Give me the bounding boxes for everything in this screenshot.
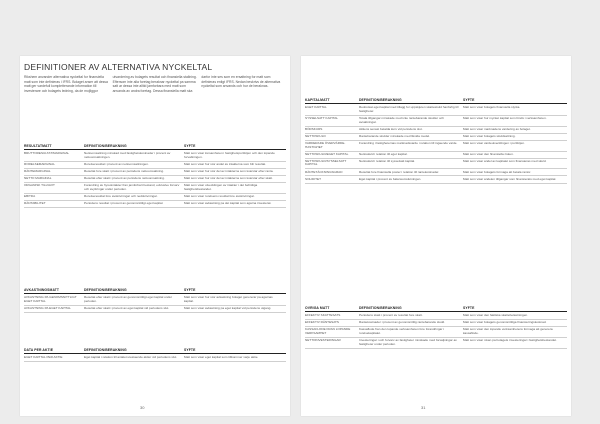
column-header: SYFTE: [463, 306, 475, 310]
measure-purpose: Matt som visar nivan pa bolagets investeringar i fastighetsbestandet.: [463, 338, 557, 343]
measure-name: SOLIDITET: [305, 176, 321, 181]
measure-definition: Eget kapital i relation till antalet utestaende aktier vid periodens slut.: [84, 355, 178, 360]
measure-purpose: Matt som visar bolagets genomsnittliga finansieringskostnad.: [463, 320, 547, 325]
measure-purpose: Matt som visar avkastning pa eget kapital vid periodens utgang.: [184, 305, 272, 310]
measure-name: RORELSEMARGINAL: [24, 161, 55, 166]
measure-name: BÖRSKURS: [305, 126, 323, 131]
table-row: [24, 201, 286, 208]
measure-purpose: Matt som visar utvecklingen av intakter i det befintliga fastighetsbestandet.: [184, 183, 258, 191]
other-measures-table: [305, 306, 567, 349]
measure-definition: Rorelseresultat i procent av nettoomsattningen.: [84, 161, 149, 166]
measure-definition: Kassaflode fran den lopande verksamheten fore forandringar i rorelsekapitalet.: [359, 327, 444, 336]
measure-name: NETTOINVESTERINGAR: [305, 338, 341, 343]
measure-definition: Resultat fore skatt i procent av periodens nettoomsattning.: [84, 169, 164, 174]
measure-definition: Rantekostnader i procent av genomsnittlig rantebarande skuld.: [359, 320, 445, 325]
measure-definition: Resultat efter skatt i procent av genomsnittligt eget kapital under perioden.: [84, 295, 173, 303]
capital-measures-table: [305, 98, 567, 184]
table-row: [24, 169, 286, 176]
measure-definition: Forandring i fastigheternas marknadsvarde i relation till ingaende varde.: [359, 140, 458, 145]
measure-purpose: Matt som visar andelen tillgangar som finansierats med eget kapital.: [463, 176, 557, 181]
measure-definition: Nettoskuld i relation till sysselsatt kapital.: [359, 158, 416, 163]
table-row: [24, 176, 286, 183]
column-header: AVKASTNINGSMATT: [24, 288, 60, 292]
measure-purpose: Matt som visar bolagets skuldsattning.: [463, 133, 516, 138]
measure-purpose: Matt som visar vardeutvecklingen i portfoljen.: [463, 140, 525, 145]
measure-name: EFFEKTIV RÄNTESATS: [305, 320, 339, 325]
measure-name: NETTO MARGINAL: [24, 176, 52, 181]
measure-definition: Periodens resultat i procent av genomsnittligt eget kapital.: [84, 201, 164, 206]
return-measures-table: [24, 288, 286, 313]
measure-purpose: Matt som visar den lopande verksamhetens formaga att generera kassaflode.: [463, 327, 553, 336]
column-header: SYFTE: [184, 144, 196, 148]
table-header: [24, 144, 286, 150]
measure-name: VARDERADE ÖVERVÄRDE-HASTIGHET: [305, 140, 346, 149]
results-measures-table: [24, 144, 286, 208]
measure-definition: Nettoomsattning minskad med fastighetskostnader i procent av nettoomsattningen.: [84, 151, 171, 159]
column-header: DEFINITION/BERAKNING: [84, 288, 127, 292]
table-row: [305, 141, 567, 152]
measure-purpose: Matt som visar lonsamheten i fastighetsportfoljen och den lopande forvaltningen.: [184, 151, 275, 159]
measure-definition: Rantebarande skulder minskade med likvida medel.: [359, 133, 431, 138]
measure-purpose: Matt som visar hur mycket kapital som binds i verksamheten.: [463, 115, 547, 120]
table-row: [305, 176, 567, 183]
measure-name: NETTOSKULD/EGET KAPITAL: [305, 151, 349, 156]
table-header: [305, 98, 567, 104]
table-header: [24, 348, 286, 354]
measure-definition: Rorelseresultat fore avskrivningar och nedskrivningar.: [84, 193, 158, 198]
left-page: [20, 56, 290, 416]
table-row: [305, 327, 567, 338]
measure-name: NETTOSKULD/SYSSELSATT KAPITAL: [305, 158, 347, 167]
table-row: [305, 127, 567, 134]
measure-definition: Resultat fore finansiella poster i relation till rantekostnader.: [359, 169, 440, 174]
table-row: [305, 338, 567, 349]
right-page: [301, 56, 571, 416]
measure-definition: Resultat efter skatt i procent av periodens nettoomsattning.: [84, 176, 165, 181]
measure-purpose: Matt som visar hur stor avkastning bolaget genererar pa agarnas kapital.: [184, 295, 273, 303]
table-row: [305, 320, 567, 327]
column-header: OVRIGA MATT: [305, 306, 330, 310]
measure-name: EGET KAPITAL PER AKTIE: [24, 355, 63, 360]
measure-definition: Forandring av hyresintakter fran jamforbart bestand, exklusive forvarv och avyttringar under perioden.: [84, 183, 180, 191]
table-row: [24, 306, 286, 313]
measure-name: SYSSELSATT KAPITAL: [305, 115, 339, 120]
measure-name: AVKASTNING PA EGET KAPITAL: [24, 305, 71, 310]
measure-definition: Nettoskuld i relation till eget kapital.: [359, 151, 408, 156]
measure-name: AVKASTNING PA GENOMSNITTLIGT EGET KAPITAL: [24, 295, 77, 303]
table-header: [24, 288, 286, 294]
table-row: [305, 134, 567, 141]
page-title: DEFINITIONER AV ALTERNATIVA NYCKELTAL: [24, 62, 213, 72]
measure-name: RÄNTEMARGINAL: [24, 169, 51, 174]
measure-name: BRUTTORESULTAT/MARGINAL: [24, 151, 70, 156]
table-row: [305, 159, 567, 170]
measure-purpose: Matt som visar avkastning pa det kapital som agarna investerat.: [184, 201, 272, 206]
measure-purpose: Matt som visar bolagets finansiella styrka.: [463, 105, 521, 110]
measure-purpose: Matt som visar andel av kapitalet som finansieras med skuld.: [463, 158, 547, 163]
measure-definition: Totala tillgangar minskade med icke rantebarande skulder och avsattningar.: [359, 115, 444, 124]
table-row: [305, 116, 567, 127]
column-header: SYFTE: [184, 348, 196, 352]
table-row: [305, 152, 567, 159]
measure-purpose: Matt som visar bolagets formaga att betala rantor.: [463, 169, 532, 174]
column-header: DEFINITION/BERAKNING: [359, 306, 402, 310]
table-row: [24, 194, 286, 201]
table-row: [305, 169, 567, 176]
measure-purpose: Matt som visar eget kapital som tillkommer varje aktie.: [184, 355, 259, 360]
column-header: DEFINITION/BERAKNING: [359, 98, 402, 102]
column-header: DATA PER AKTIE: [24, 348, 54, 352]
table-row: [24, 162, 286, 169]
measure-definition: Eget kapital i procent av balansomslutningen.: [359, 176, 422, 181]
column-header: SYFTE: [184, 288, 196, 292]
measure-name: RÄNTABILITET: [24, 201, 46, 206]
measure-definition: Investeringar i och forvarv av fastigheter minskade med forsaljningar av fastigheter under perioden.: [359, 338, 457, 346]
table-row: [24, 151, 286, 162]
measure-name: ORGANISK TILLVAXT: [24, 183, 55, 188]
measure-purpose: Matt som visar den finansiella risken.: [463, 151, 514, 156]
page-number: 31: [421, 405, 426, 410]
column-header: SYFTE: [463, 98, 475, 102]
column-header: RESULTATMATT: [24, 144, 52, 148]
measure-name: EGET KAPITAL: [305, 105, 327, 110]
measure-name: RÄNTETÄCKNINGSGRAD: [305, 169, 343, 174]
table-row: [24, 355, 286, 362]
measure-definition: Aktiens senast betalda kurs vid periodens slut.: [359, 126, 423, 131]
per-share-data-table: [24, 348, 286, 362]
measure-definition: Resultat efter skatt i procent av eget kapital vid periodens slut.: [84, 305, 170, 310]
measure-purpose: Matt som visar hur stor del av intakterna som kvarstar efter ranta.: [184, 169, 274, 174]
measure-name: EBITDA: [24, 193, 36, 198]
column-header: DEFINITION/BERAKNING: [84, 348, 127, 352]
measure-definition: Periodens skatt i procent av resultat fore skatt.: [359, 313, 423, 318]
measure-purpose: Matt som visar hur stor andel av intakterna som blir resultat.: [184, 161, 267, 166]
measure-purpose: Matt som visar hur stor del av intakterna som kvarstar efter skatt.: [184, 176, 273, 181]
page-number: 30: [140, 405, 145, 410]
table-header: [305, 306, 567, 312]
measure-name: NETTOSKULD: [305, 133, 326, 138]
table-row: [305, 105, 567, 116]
table-row: [24, 183, 286, 194]
measure-name: EFFEKTIV SKATTESATS: [305, 313, 341, 318]
table-row: [24, 295, 286, 306]
table-row: [305, 313, 567, 320]
measure-purpose: Matt som visar marknadens vardering av bolaget.: [463, 126, 531, 131]
measure-purpose: Matt som visar den faktiska skattebelastningen.: [463, 313, 529, 318]
measure-name: KASSAFLODE FRAN LOPANDE VERKSAMHET: [305, 327, 351, 336]
intro-text: Rikshem anvander alternativa nyckeltal for finansiella matt som inte definieras i IFRS. Bolaget anser att dessa matt ger vardefull kompletterande information till investerare och bolagets ledning, da de mojliggor utvardering av bolagets resultat och finansiella stallning. Eftersom inte alla foretag beraknar nyckeltal pa samma satt ar dessa inte alltid jamforbara med matt som anvands av andra foretag. Dessa finansiella matt ska darfor inte ses som en ersattning for matt som definieras enligt IFRS. Nedan beskrivs de alternativa nyckeltal som anvands och hur de beraknas.: [24, 75, 281, 93]
measure-purpose: Matt som visar rorelsens resultat fore avskrivningar.: [184, 193, 255, 198]
measure-definition: Redovisat eget kapital med tillagg for uppskjuten skatteskuld hanforlig till fastigheter.: [359, 105, 459, 113]
column-header: KAPITALMATT: [305, 98, 330, 102]
column-header: DEFINITION/BERAKNING: [84, 144, 127, 148]
